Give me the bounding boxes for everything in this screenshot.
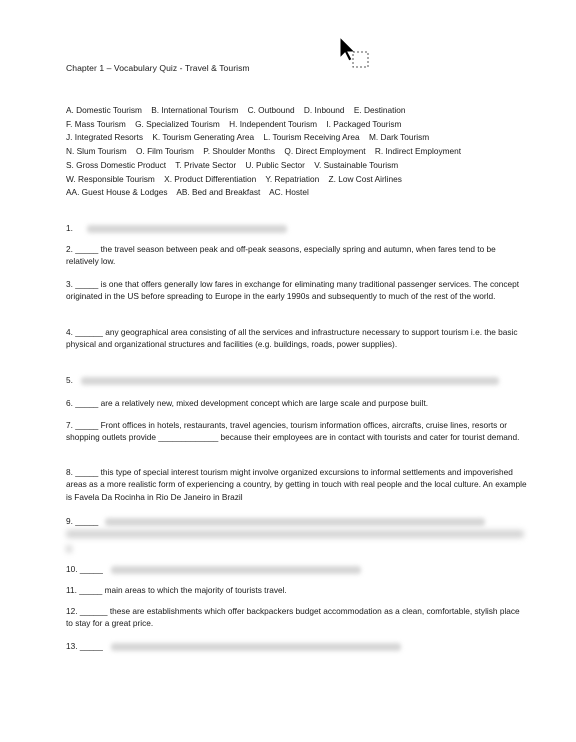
- option: E. Destination: [353, 105, 406, 115]
- option: Z. Low Cost Airlines: [328, 173, 402, 184]
- answer-options: [66, 104, 556, 200]
- blurred-text: [111, 643, 401, 651]
- question-number: 1.: [66, 223, 73, 233]
- option: Y. Repatriation: [265, 173, 320, 184]
- options-row: [66, 131, 556, 145]
- option: U. Public Sector: [245, 159, 305, 170]
- question-2: 2. _____ the travel season between peak and off-peak seasons, especially spring and autumn, when fares tend to be relatively low.: [66, 244, 496, 267]
- blurred-text: [111, 566, 361, 574]
- blurred-text: [66, 530, 524, 538]
- option: I. Packaged Tourism: [326, 118, 402, 129]
- question-number: 5.: [66, 375, 73, 385]
- option: D. Inbound: [303, 105, 345, 115]
- option: M. Dark Tourism: [368, 132, 430, 143]
- option: N. Slum Tourism: [66, 146, 127, 157]
- question-6: 6. _____ are a relatively new, mixed development concept which are large scale and purpose built.: [66, 398, 429, 408]
- options-row: [66, 186, 556, 200]
- question-11: 11. _____ main areas to which the majority of tourists travel.: [66, 585, 287, 595]
- option: O. Film Tourism: [136, 146, 194, 157]
- options-row: [66, 104, 556, 118]
- option: T. Private Sector: [175, 159, 237, 170]
- options-row: [66, 173, 556, 187]
- option: G. Specialized Tourism: [135, 118, 220, 129]
- option: J. Integrated Resorts: [66, 132, 144, 143]
- options-row: [66, 145, 556, 159]
- option: F. Mass Tourism: [66, 118, 126, 129]
- question-10: [66, 563, 528, 575]
- option: H. Independent Tourism: [229, 118, 318, 129]
- option: Q. Direct Employment: [284, 146, 366, 157]
- option: K. Tourism Generating Area: [152, 132, 255, 143]
- question-5: [66, 374, 528, 386]
- blurred-text: [66, 545, 72, 553]
- question-8: 8. _____ this type of special interest tourism might involve organized excursions to informal settlements and impoverished areas as a more realistic form of experiencing a country, by getting in touch with real people and the local culture. An example is Favela Da Rocinha in Rio De Janeiro in Brazil: [66, 467, 527, 502]
- option: AA. Guest House & Lodges: [66, 187, 168, 198]
- question-9: [66, 515, 528, 527]
- question-number: 10. _____: [66, 564, 103, 574]
- blurred-text: [105, 518, 485, 526]
- option: L. Tourism Receiving Area: [263, 132, 360, 143]
- question-number: 9. _____: [66, 516, 99, 526]
- option: P. Shoulder Months: [203, 146, 276, 157]
- quiz-title: Chapter 1 – Vocabulary Quiz - Travel & Tourism: [66, 63, 250, 73]
- option: AB. Bed and Breakfast: [176, 187, 261, 198]
- option: X. Product Differentiation: [164, 173, 257, 184]
- option: S. Gross Domestic Product: [66, 159, 167, 170]
- option: W. Responsible Tourism: [66, 173, 155, 184]
- option: C. Outbound: [247, 105, 295, 115]
- question-1: [66, 222, 528, 234]
- question-4: 4. ______ any geographical area consisting of all the services and infrastructure necessary to support tourism i.e. the basic physical and organizational structures and facilities (e.g. buildings, roads, power supplies).: [66, 327, 518, 350]
- option: V. Sustainable Tourism: [314, 159, 399, 170]
- question-number: 13. _____: [66, 641, 103, 651]
- option: R. Indirect Employment: [374, 146, 462, 157]
- option: B. International Tourism: [151, 105, 239, 115]
- question-13: [66, 640, 528, 652]
- options-row: [66, 159, 556, 173]
- option: AC. Hostel: [269, 187, 309, 198]
- option: A. Domestic Tourism: [66, 105, 142, 115]
- options-row: [66, 118, 556, 132]
- blurred-text: [87, 225, 287, 233]
- blurred-text: [81, 377, 499, 385]
- mouse-cursor-icon: [338, 36, 372, 70]
- question-7: 7. _____ Front offices in hotels, restaurants, travel agencies, tourism information offices, aircrafts, cruise lines, resorts or shopping outlets provide _____________ because their employees are in contact with tourists and cater for tourist demand.: [66, 420, 520, 443]
- question-3: 3. _____ is one that offers generally low fares in exchange for eliminating many traditional passenger services. The concept originated in the US before spreading to Europe in the early 1990s and subsequently to much of the rest of the world.: [66, 279, 520, 302]
- question-12: 12. ______ these are establishments which offer backpackers budget accommodation as a clean, comfortable, stylish place to stay for a great price.: [66, 606, 520, 629]
